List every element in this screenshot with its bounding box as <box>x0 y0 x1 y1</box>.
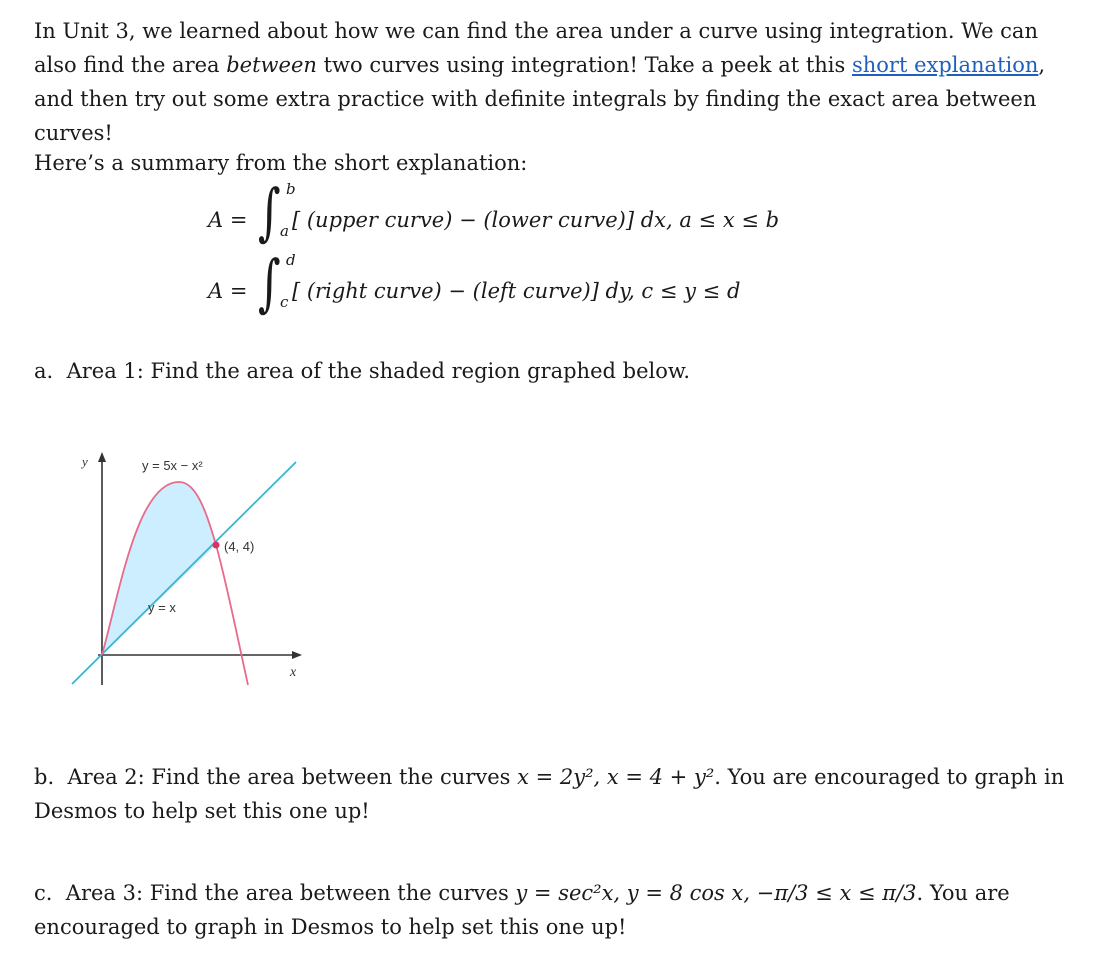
part-a <box>34 354 1084 388</box>
formula1-integrand: [ (upper curve) − (lower curve)] dx, a ≤ x ≤ b <box>292 208 780 232</box>
formula1-lower-limit: a <box>280 222 289 240</box>
formula2-lower-limit: c <box>280 293 289 311</box>
formula2-integrand: [ (right curve) − (left curve)] dy, c ≤ y ≤ d <box>292 279 741 303</box>
intersection-label: (4, 4) <box>224 539 255 554</box>
y-axis-label: y <box>82 454 88 469</box>
x-axis-arrow-icon <box>292 651 302 659</box>
integral-sign-icon: ∫ <box>258 246 281 319</box>
intro-text-2: two curves using integration! Take a peek at this <box>316 53 852 77</box>
part-a-letter: a. <box>34 359 54 383</box>
shaded-region <box>102 482 216 655</box>
part-b-letter: b. <box>34 765 55 789</box>
part-c-text-after: . You are encouraged to graph in Desmos to help set this one up! <box>34 881 1010 939</box>
intro-emphasis-between: between <box>226 53 317 77</box>
part-b-text-before: Area 2: Find the area between the curves <box>67 765 518 789</box>
formula2-lhs: A = <box>208 279 248 303</box>
intro-paragraph <box>34 14 1084 150</box>
integral-sign-icon: ∫ <box>258 175 281 248</box>
intro-text-1: In Unit 3, we learned about how we can find the area under a curve using integration. We can also find the area <box>34 19 1038 77</box>
line-label: y = x <box>148 600 176 615</box>
summary-heading: Here’s a summary from the short explanation: <box>34 151 528 175</box>
area-graph <box>68 450 308 695</box>
part-c <box>34 876 1084 944</box>
parabola-label: y = 5x − x² <box>142 458 203 473</box>
part-a-text: Area 1: Find the area of the shaded region graphed below. <box>66 359 691 383</box>
intersection-point <box>213 542 220 549</box>
part-b <box>34 760 1084 828</box>
part-c-equations: y = sec²x, y = 8 cos x, −π/3 ≤ x ≤ π/3 <box>515 881 917 905</box>
part-c-letter: c. <box>34 881 53 905</box>
part-b-text-after: . You are encouraged to graph in Desmos to help set this one up! <box>34 765 1065 823</box>
y-axis-arrow-icon <box>98 452 106 462</box>
short-explanation-link[interactable]: short explanation <box>851 53 1039 77</box>
part-b-equations: x = 2y², x = 4 + y² <box>517 765 715 789</box>
formula1-upper-limit: b <box>286 180 296 198</box>
formula2-upper-limit: d <box>286 251 296 269</box>
formula1-lhs: A = <box>208 208 248 232</box>
intro-text-3: , and then try out some extra practice with definite integrals by finding the exact area between curves! <box>34 53 1046 145</box>
part-c-text-before: Area 3: Find the area between the curves <box>65 881 516 905</box>
x-axis-label: x <box>290 665 297 680</box>
